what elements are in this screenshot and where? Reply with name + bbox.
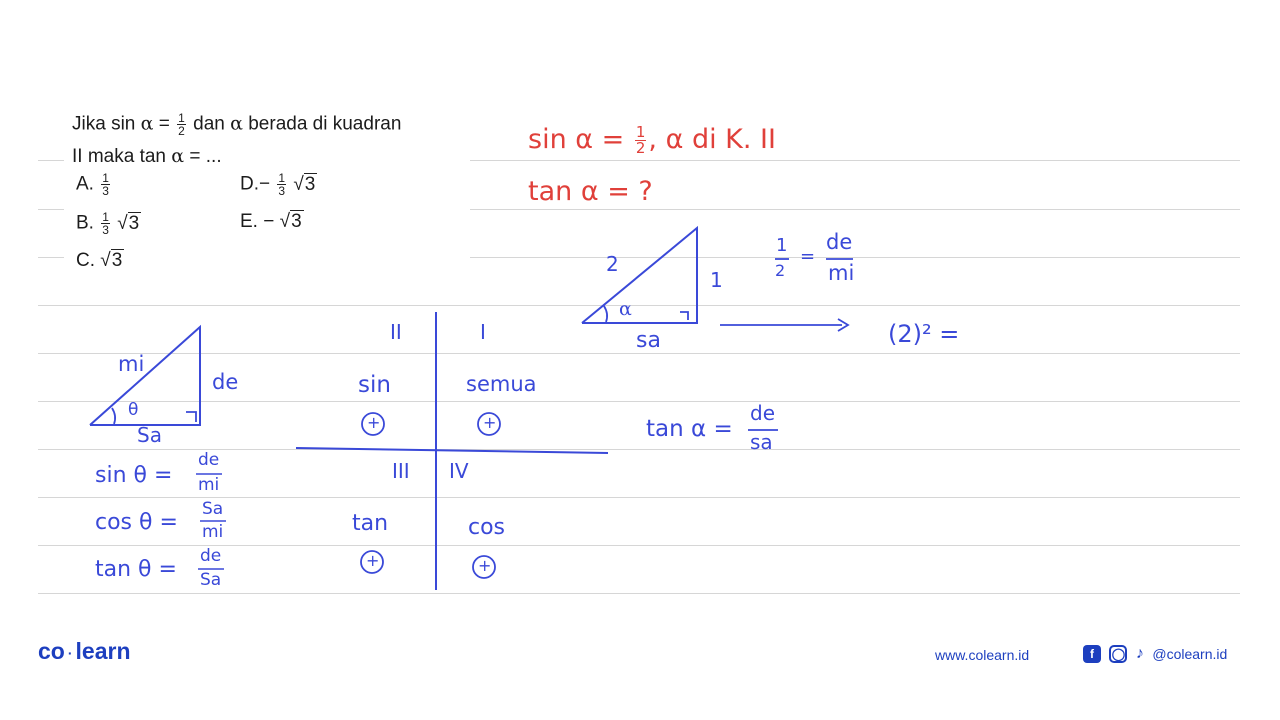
- option-d-fraction: $\frac{1}{3}$: [278, 171, 286, 198]
- red-note-question: tan α = ?: [528, 176, 653, 207]
- ratio-right-den: mi: [828, 261, 855, 285]
- cos-theta-num: Sa: [202, 499, 224, 519]
- triangle-1-right-angle: [186, 412, 196, 422]
- tan-alpha-num: de: [750, 401, 775, 425]
- quadrant-label-iv: IV: [449, 459, 469, 483]
- sin-theta-lhs: sin θ =: [95, 463, 173, 488]
- sin-theta-den: mi: [198, 475, 220, 495]
- logo-dot: ·: [67, 644, 73, 661]
- ratio-left-den: 2: [775, 261, 786, 280]
- option-d-sqrt: √3: [293, 173, 316, 195]
- quadrant-label-ii: II: [390, 320, 402, 344]
- plus-sign-semua: +: [483, 413, 497, 432]
- tan-alpha-lhs: tan α =: [646, 416, 733, 442]
- option-b: B. $\frac{1}{3}$ √3: [76, 210, 140, 237]
- triangle-1-angle-arc: [112, 408, 115, 424]
- red-note-fraction: $\frac{1}{2}$: [635, 123, 646, 157]
- tan-alpha-den: sa: [750, 430, 773, 454]
- option-c: C. √3: [76, 250, 123, 271]
- option-c-sqrt: √3: [100, 250, 123, 271]
- option-e-sqrt: √3: [279, 211, 302, 232]
- quadrant-label-iii: III: [392, 459, 410, 483]
- triangle-1: [90, 327, 200, 425]
- triangle-2-opposite: 1: [710, 268, 723, 292]
- triangle-2-right-angle: [680, 312, 688, 320]
- option-e: E. − √3: [240, 211, 302, 232]
- quadrant-cos: cos: [468, 515, 506, 540]
- plus-sign-sin: +: [367, 413, 381, 432]
- plus-sign-cos: +: [478, 556, 492, 575]
- sin-theta-num: de: [198, 450, 220, 470]
- question-fraction: $\frac{1}{2}$: [178, 111, 185, 138]
- option-b-sqrt: √3: [117, 212, 140, 234]
- tan-theta-num: de: [200, 546, 222, 566]
- tan-theta-lhs: tan θ =: [95, 557, 177, 582]
- square-expression: (2)² =: [888, 320, 960, 348]
- quadrant-tan: tan: [352, 511, 389, 536]
- social-handle[interactable]: @colearn.id: [1152, 646, 1228, 662]
- ratio-right-num: de: [826, 230, 853, 254]
- ratio-left-num: 1: [776, 235, 788, 256]
- question-line-2: II maka tan α = ...: [72, 145, 222, 167]
- question-line-1: Jika sin α = $\frac{1}{2}$ dan α berada di kuadran: [72, 111, 402, 138]
- triangle-1-hypotenuse: mi: [118, 352, 145, 376]
- colearn-logo[interactable]: co · learn: [38, 638, 131, 664]
- option-b-fraction: $\frac{1}{3}$: [102, 210, 109, 237]
- triangle-1-adjacent: Sa: [137, 423, 162, 447]
- cos-theta-den: mi: [202, 522, 224, 542]
- cos-theta-lhs: cos θ =: [95, 510, 178, 535]
- triangle-1-angle: θ: [128, 400, 139, 420]
- triangle-2-adjacent: sa: [636, 328, 661, 353]
- facebook-icon[interactable]: f: [1083, 645, 1101, 663]
- triangle-2-angle-arc: [604, 306, 607, 322]
- ratio-eq: =: [800, 246, 816, 267]
- tiktok-icon[interactable]: ♪: [1135, 645, 1144, 662]
- triangle-1-opposite: de: [212, 370, 239, 394]
- plus-sign-tan: +: [366, 551, 380, 570]
- option-a: A. $\frac{1}{3}$: [76, 171, 109, 198]
- tan-theta-den: Sa: [200, 570, 222, 590]
- red-note-given: sin α = $\frac{1}{2}$ , α di K. II: [528, 123, 776, 157]
- quadrant-semua: semua: [466, 372, 537, 396]
- instagram-icon[interactable]: ◯: [1109, 645, 1127, 663]
- quadrant-label-i: I: [480, 320, 486, 344]
- option-d: D.− $\frac{1}{3}$ √3: [240, 171, 316, 198]
- social-links: [1083, 645, 1227, 663]
- quadrant-sin: sin: [358, 372, 391, 398]
- triangle-2-hypotenuse: 2: [606, 252, 619, 276]
- website-link[interactable]: www.colearn.id: [935, 647, 1030, 663]
- triangle-2: [582, 228, 697, 323]
- triangle-2-angle: α: [619, 298, 632, 320]
- option-a-fraction: $\frac{1}{3}$: [102, 171, 109, 198]
- quadrant-horizontal-axis: [296, 448, 608, 453]
